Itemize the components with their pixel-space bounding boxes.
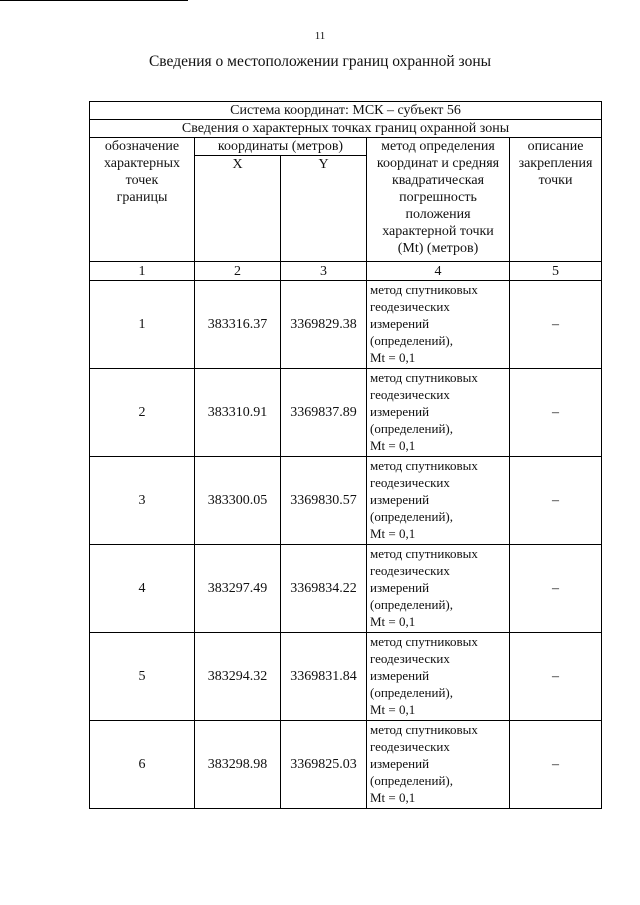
description-cell: – [510,721,602,809]
column-number: 5 [510,262,602,281]
y-coordinate-cell: 3369830.57 [281,457,367,545]
column-number: 2 [195,262,281,281]
method-line: геодезических [370,739,450,754]
method-line: (определений), [370,597,453,612]
method-line: измерений [370,580,430,595]
coordinate-system-cell: Система координат: МСК – субъект 56 [90,102,602,120]
x-coordinate-cell: 383300.05 [195,457,281,545]
point-number-cell: 6 [90,721,195,809]
point-number-cell: 4 [90,545,195,633]
y-coordinate-cell: 3369831.84 [281,633,367,721]
column-number: 1 [90,262,195,281]
column-number: 3 [281,262,367,281]
description-cell: – [510,369,602,457]
y-coordinate-cell: 3369837.89 [281,369,367,457]
table-row [90,457,602,545]
x-coordinate-cell: 383310.91 [195,369,281,457]
method-line: измерений [370,492,430,507]
designation-header-line: границы [116,190,168,205]
point-number-cell: 3 [90,457,195,545]
method-line: метод спутниковых [370,458,478,473]
method-line: измерений [370,404,430,419]
method-line: геодезических [370,387,450,402]
method-line: метод спутниковых [370,282,478,297]
method-cell [367,281,510,369]
method-header-line: (Mt) (метров) [397,241,479,256]
table-row [90,281,602,369]
description-cell: – [510,545,602,633]
header-row-1 [90,138,602,156]
point-number-cell: 2 [90,369,195,457]
method-line: геодезических [370,299,450,314]
method-line: (определений), [370,421,453,436]
y-header: Y [281,156,367,262]
coordinate-system-row [90,102,602,120]
method-line: (определений), [370,773,453,788]
x-coordinate-cell: 383298.98 [195,721,281,809]
method-line: (определений), [370,509,453,524]
method-line: метод спутниковых [370,722,478,737]
method-line: Mt = 0,1 [370,438,416,453]
method-header-line: характерной точки [382,224,494,239]
method-line: Mt = 0,1 [370,526,416,541]
method-header-line: метод определения [381,139,495,154]
points-info-row [90,120,602,138]
table-row [90,545,602,633]
designation-header-line: характерных [103,156,181,171]
method-line: (определений), [370,333,453,348]
description-header [510,138,602,262]
description-cell: – [510,457,602,545]
method-line: измерений [370,756,430,771]
method-line: геодезических [370,475,450,490]
method-line: метод спутниковых [370,634,478,649]
point-number-cell: 1 [90,281,195,369]
column-number: 4 [367,262,510,281]
method-line: Mt = 0,1 [370,614,416,629]
method-line: геодезических [370,563,450,578]
method-line: Mt = 0,1 [370,350,416,365]
method-cell [367,721,510,809]
method-line: (определений), [370,685,453,700]
description-header-line: закрепления [518,156,593,171]
method-line: измерений [370,668,430,683]
page-number: 11 [314,30,326,42]
method-line: геодезических [370,651,450,666]
method-header-line: квадратическая [391,173,485,188]
point-number-cell: 5 [90,633,195,721]
designation-header-line: обозначение [104,139,180,154]
table-row [90,633,602,721]
method-line: измерений [370,316,430,331]
method-header-line: погрешность [399,190,477,205]
table-row [90,369,602,457]
x-coordinate-cell: 383316.37 [195,281,281,369]
coordinates-header: координаты (метров) [195,138,367,156]
x-coordinate-cell: 383297.49 [195,545,281,633]
method-cell [367,545,510,633]
document-title: Сведения о местоположении границ охранной зоны [148,53,492,70]
designation-header-line: точек [125,173,159,188]
description-cell: – [510,633,602,721]
table-row [90,721,602,809]
description-header-line: описание [527,139,584,154]
points-info-cell: Сведения о характерных точках границ охранной зоны [90,120,602,138]
method-cell [367,369,510,457]
y-coordinate-cell: 3369825.03 [281,721,367,809]
x-coordinate-cell: 383294.32 [195,633,281,721]
method-cell [367,457,510,545]
method-cell [367,633,510,721]
method-line: Mt = 0,1 [370,702,416,717]
description-header-line: точки [538,173,573,188]
x-header: X [195,156,281,262]
y-coordinate-cell: 3369829.38 [281,281,367,369]
method-line: метод спутниковых [370,546,478,561]
designation-header [90,138,195,262]
method-header [367,138,510,262]
method-header-line: положения [405,207,471,222]
header-rule [0,0,188,1]
boundary-points-table [89,101,602,809]
y-coordinate-cell: 3369834.22 [281,545,367,633]
method-line: метод спутниковых [370,370,478,385]
column-numbers-row [90,262,602,281]
method-header-line: координат и средняя [376,156,500,171]
method-line: Mt = 0,1 [370,790,416,805]
description-cell: – [510,281,602,369]
